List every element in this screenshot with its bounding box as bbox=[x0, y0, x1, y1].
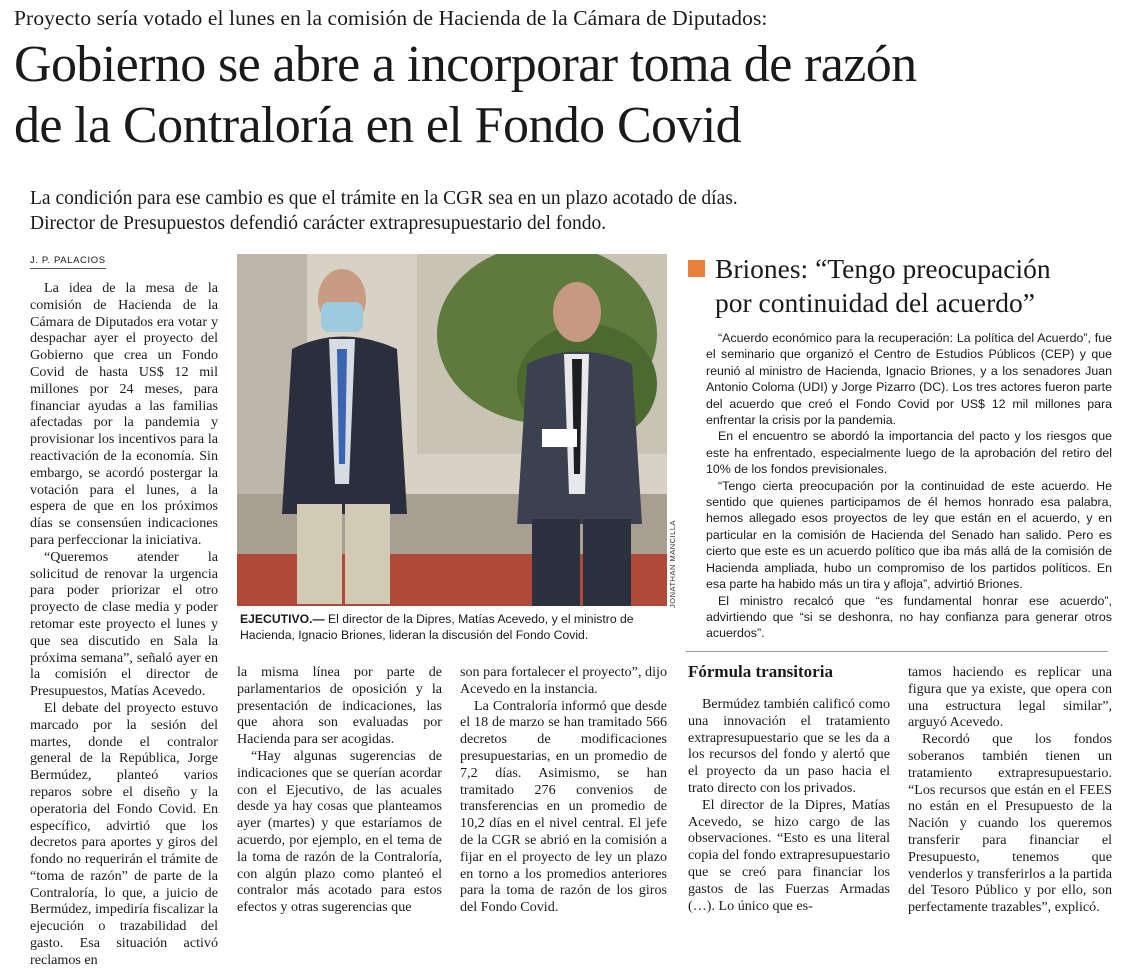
sidebox-title bbox=[688, 252, 1051, 320]
photo-illustration bbox=[237, 254, 667, 606]
paragraph: la misma línea por parte de parlamentarios de oposición y la presentación de indicaciones, las que ahora son evaluadas por Hacienda para ser acogidas. bbox=[237, 664, 442, 748]
headline bbox=[14, 34, 917, 156]
paragraph: El director de la Dipres, Matías Acevedo, se hizo cargo de las observaciones. “Esto es una literal copia del fondo extrapresupuestario que se creó para financiar los gastos de las Fuerzas Armadas (…). Lo único que es- bbox=[688, 796, 890, 914]
paragraph: “Queremos atender la solicitud de renovar la urgencia para poder priorizar el otro proyecto de clase media y poder retomar este proyecto el lunes y que sea discutido en Sala la próxima semana”, señaló ayer en la comisión el director de Presupuestos, Matías Acevedo. bbox=[30, 548, 218, 700]
paragraph: “Acuerdo económico para la recuperación: La política del Acuerdo”, fue el seminario que organizó el Centro de Estudios Públicos (CEP) y que reunió al ministro de Hacienda, Ignacio Briones, y a los senadores Juan Antonio Coloma (UDI) y Jorge Pizarro (DC). Los tres actores fueron parte del acuerdo que creó el Fondo Covid por US$ 12 mil millones para enfrentar la crisis por la pandemia. bbox=[706, 331, 1112, 428]
paragraph: En el encuentro se abordó la importancia del pacto y los riesgos que este ha enfrentado, especialmente luego de la aprobación del retiro del 10% de los fondos previsionales. bbox=[706, 429, 1112, 477]
article-column-5 bbox=[908, 664, 1112, 916]
paragraph: Recordó que los fondos soberanos también tienen un tratamiento extrapresupuestario. “Los recursos que están en el FEES no están en el Presupuesto de la Nación y cuando los queremos transferir para financiar el Presupuesto, tenemos que venderlos y transferirlos a la partida del Tesoro Público y por ello, son perfectamente trazables”, explicó. bbox=[908, 731, 1112, 916]
article-photo bbox=[237, 254, 667, 606]
paragraph: Bermúdez también calificó como una innovación el tratamiento extrapresupuestario que se les da a los recursos del fondo y alertó que el proyecto da un paso hacia el trato directo con los privados. bbox=[688, 696, 890, 796]
article-column-3 bbox=[460, 664, 667, 916]
paragraph: “Hay algunas sugerencias de indicaciones que se querían acordar con el Ejecutivo, de las acuales desde ya hay cosas que planteamos ayer (martes) y que estaríamos de acuerdo, por ejemplo, en el tema de la toma de razón de la Contraloría, con algún plazo como planteó el contralor más acotado para estos efectos y otras sugerencias que bbox=[237, 747, 442, 916]
sidebox-body bbox=[706, 330, 1112, 642]
caption-lead: EJECUTIVO.— bbox=[240, 612, 325, 626]
sidebox-title-line-1: Briones: “Tengo preocupación bbox=[688, 252, 1051, 286]
deck bbox=[30, 186, 738, 236]
deck-line-2: Director de Presupuestos defendió carácter extrapresupuestario del fondo. bbox=[30, 213, 607, 234]
divider bbox=[686, 651, 1108, 652]
article-column-1 bbox=[30, 280, 218, 969]
byline: J. P. PALACIOS bbox=[30, 255, 106, 269]
photo-credit: JONATHAN MANCILLA bbox=[668, 520, 677, 608]
deck-line-1: La condición para ese cambio es que el trámite en la CGR sea en un plazo acotado de días. bbox=[30, 188, 738, 209]
article-column-4 bbox=[688, 696, 890, 914]
kicker: Proyecto sería votado el lunes en la comisión de Hacienda de la Cámara de Diputados: bbox=[14, 6, 768, 30]
article-column-2 bbox=[237, 664, 442, 916]
paragraph: tamos haciendo es replicar una figura que ya existe, que opera con una estructura legal similar”, arguyó Acevedo. bbox=[908, 664, 1112, 731]
photo-caption bbox=[240, 612, 670, 643]
paragraph: El debate del proyecto estuvo marcado por la sesión del martes, donde el contralor general de la República, Jorge Bermúdez, planteó varios reparos sobre el diseño y la operatoria del Fondo Covid. En específico, advirtió que los decretos para aportes y giros del fondo no requerirán el trámite de “toma de razón” de parte de la Contraloría, lo que, a juicio de Bermúdez, impediría fiscalizar la ejecución o trazabilidad del gasto. Esa situación activó reclamos en bbox=[30, 699, 218, 968]
subhead: Fórmula transitoria bbox=[688, 662, 833, 681]
paragraph: La idea de la mesa de la comisión de Hacienda de la Cámara de Diputados era votar y despachar ayer el proyecto del Gobierno que crea un Fondo Covid de hasta US$ 12 mil millones por 24 meses, para financiar ayudas a las familias afectadas por la pandemia y provisionar los incentivos para la reactivación de la economía. Sin embargo, se acordó postergar la votación para el lunes, a la espera de que en los próximos días se consensúen indicaciones para perfeccionar la iniciativa. bbox=[30, 280, 218, 548]
paragraph: La Contraloría informó que desde el 18 de marzo se han tramitado 566 decretos de modificaciones presupuestarias, en un promedio de 7,2 días. Asimismo, se han tramitado 276 convenios de transferencias en un promedio de 10,2 días en el nivel central. El jefe de la CGR se abrió en la comisión a fijar en el proyecto de ley un plazo en torno a los promedios anteriores para la toma de razón de los giros del Fondo Covid. bbox=[460, 697, 667, 916]
paragraph: son para fortalecer el proyecto”, dijo Acevedo en la instancia. bbox=[460, 664, 667, 697]
caption-text: El director de la Dipres, Matías Acevedo, y el ministro de Hacienda, Ignacio Briones, lideran la discusión del Fondo Covid. bbox=[240, 612, 634, 642]
sidebox-title-line-2: por continuidad del acuerdo” bbox=[715, 287, 1035, 318]
paragraph: “Tengo cierta preocupación por la continuidad de este acuerdo. He sentido que quienes participamos de él hemos honrado esa palabra, hemos allegado esos proyectos de ley que están en el acuerdo, y en particular en la comisión de Hacienda del Senado han salido. Pero es cierto que este es un acuerdo político que iba más allá de la comisión de Hacienda ampliada, hubo un compromiso de los partidos políticos. En esa parte ha habido más un tira y afloja”, advirtió Briones. bbox=[706, 478, 1112, 592]
paragraph: El ministro recalcó que “es fundamental honrar ese acuerdo”, advirtiendo que “si se deshonra, no hay confianza para generar otros acuerdos”. bbox=[706, 593, 1112, 641]
headline-line-1: Gobierno se abre a incorporar toma de razón bbox=[14, 36, 917, 93]
orange-square-icon bbox=[688, 260, 705, 277]
headline-line-2: de la Contraloría en el Fondo Covid bbox=[14, 97, 742, 154]
